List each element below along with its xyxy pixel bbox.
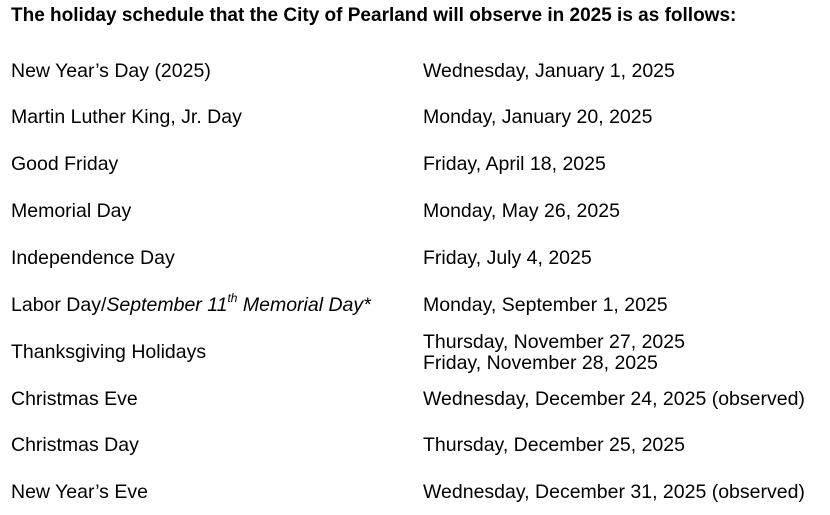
holiday-name: Martin Luther King, Jr. Day — [11, 106, 242, 128]
holiday-name-italic — [106, 290, 371, 316]
holiday-date-line2: Friday, November 28, 2025 — [423, 352, 658, 374]
holiday-name: Good Friday — [11, 153, 119, 175]
holiday-name: Christmas Eve — [11, 388, 138, 410]
holiday-name: Christmas Day — [11, 434, 139, 456]
holiday-name: New Year’s Eve — [11, 481, 148, 503]
holiday-date: Friday, April 18, 2025 — [423, 153, 606, 175]
holiday-date: Monday, May 26, 2025 — [423, 200, 620, 222]
holiday-name-italic-text: September 11 — [106, 294, 228, 316]
holiday-date-line1: Thursday, November 27, 2025 — [423, 331, 685, 353]
holiday-name-prefix: Labor Day/ — [11, 294, 107, 316]
holiday-date: Monday, January 20, 2025 — [423, 106, 653, 128]
holiday-name: New Year’s Day (2025) — [11, 60, 211, 82]
holiday-date: Thursday, December 25, 2025 — [423, 434, 685, 456]
holiday-date: Monday, September 1, 2025 — [423, 294, 668, 316]
ordinal-suffix: th — [227, 290, 238, 305]
schedule-heading: The holiday schedule that the City of Pearland will observe in 2025 is as follows: — [11, 5, 737, 26]
holiday-name-italic-suffix: Memorial Day* — [237, 294, 371, 316]
holiday-name: Thanksgiving Holidays — [11, 341, 207, 363]
holiday-date: Wednesday, December 31, 2025 (observed) — [423, 481, 805, 503]
holiday-date: Wednesday, January 1, 2025 — [423, 60, 675, 82]
holiday-name — [11, 290, 371, 316]
holiday-date: Wednesday, December 24, 2025 (observed) — [423, 388, 805, 410]
holiday-name: Memorial Day — [11, 200, 132, 222]
holiday-name: Independence Day — [11, 247, 175, 269]
holiday-date: Friday, July 4, 2025 — [423, 247, 592, 269]
